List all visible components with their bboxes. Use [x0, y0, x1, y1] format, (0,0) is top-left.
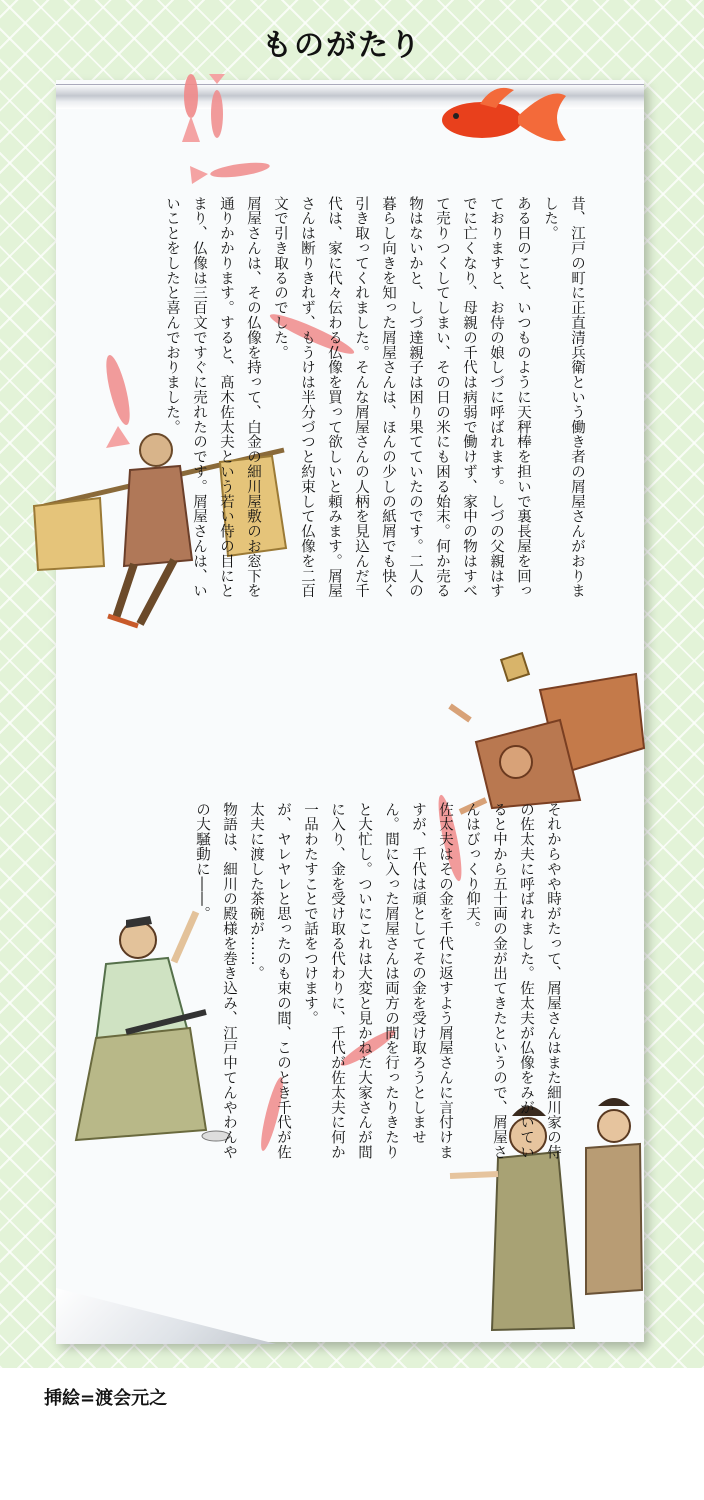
story-part-2	[194, 802, 566, 1162]
story-paragraph: 佐太夫はその金を千代に返すよう屑屋さんに言付けますが、千代は頑としてその金を受け取ろうとしません。間に入った屑屋さんは両方の間を行ったりきたりと大忙し。ついにこれは大変と見かねた大家さんが間に入り、金を受け取る代わりに、千代が佐太夫に何か一品わたすことで話をつけます。	[302, 802, 453, 1160]
pink-fish-icon	[204, 74, 230, 158]
story-part-1	[108, 196, 590, 606]
falling-man-figure	[440, 650, 650, 820]
illustration-credit: 挿絵=渡会元之	[44, 1388, 168, 1409]
pink-fish-icon	[176, 66, 206, 146]
story-paragraph: 物語は、細川の殿様を巻き込み、江戸中てんやわんやの大騒動に――。	[194, 802, 237, 1160]
page-title: ものがたり	[262, 28, 422, 63]
story-paragraph: 昔、江戸の町に正直清兵衛という働き者の屑屋さんがおりました。	[542, 196, 585, 599]
story-paragraph: それからやや時がたって、屑屋さんはまた細川家の侍の佐太夫に呼ばれました。佐太夫が仏像をみがいていると中から五十両の金が出てきたというので、屑屋さんはびっくり仰天。	[464, 802, 561, 1160]
story-paragraph: ある日のこと、いつものように天秤棒を担いで裏長屋を回っておりますと、お侍の娘しづに呼ばれます。しづの父親はすでに亡くなり、母親の千代は病弱で働けず、家中の物はすべて売りつくしてしまい、その日の米にも困る始末。何か売る物はないかと、しづ達親子は困り果てていたのです。二人の暮らし向きを知った屑屋さんは、ほんの少しの紙屑でも快く引き取ってくれました。そんな屑屋さんの人柄を見込んだ千代は、家に代々伝わる仏像を買って欲しいと頼みます。屑屋さんは断りきれず、もうけは半分づつと約束して仏像を二百文で引き取るのでした。	[272, 196, 531, 599]
story-paragraph: が、ヤレヤレと思ったのも束の間、このとき千代が佐太夫に渡した茶碗が……。	[248, 802, 291, 1160]
goldfish-icon	[430, 76, 570, 156]
pink-fish-icon	[188, 156, 284, 186]
story-paragraph: 屑屋さんは、その仏像を持って、白金の細川屋敷のお窓下を通りかかります。すると、髙木佐太夫という若い侍の目にとまり、仏像は三百文ですぐに売れたのです。屑屋さんは、いいことをしたと喜んでおりました。	[164, 196, 261, 599]
